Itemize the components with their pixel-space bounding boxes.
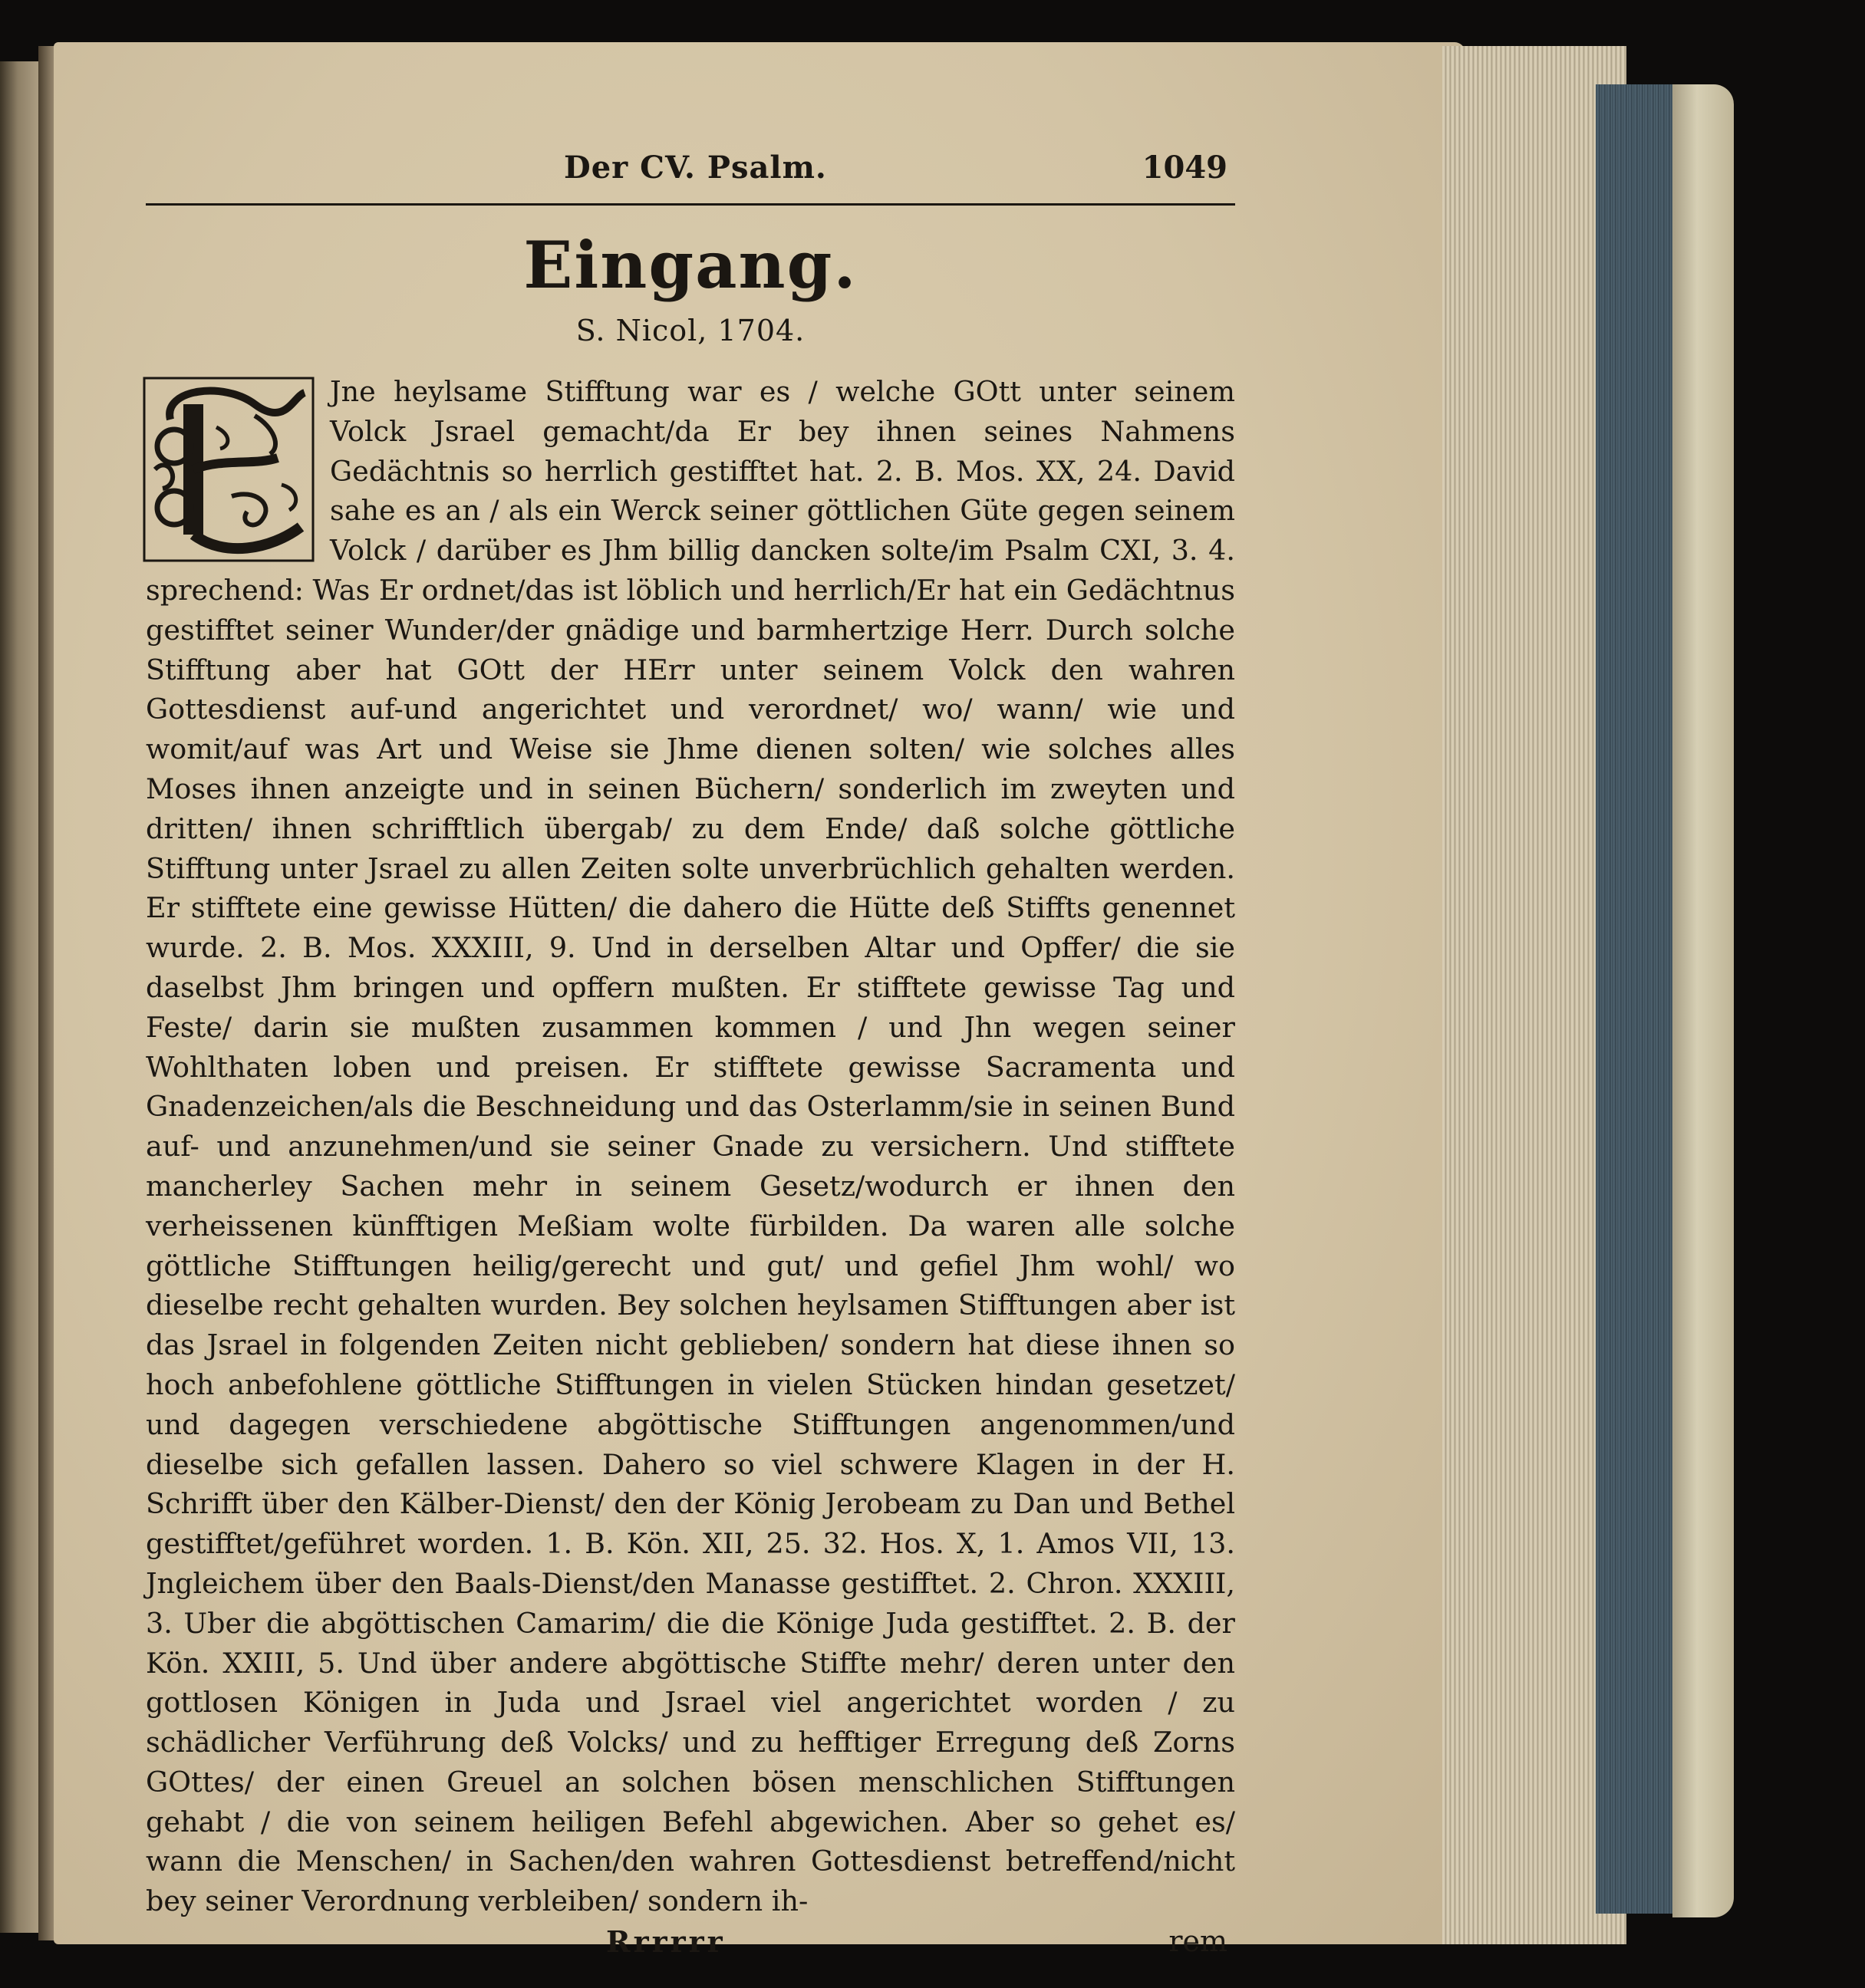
catchword: rem	[1168, 1924, 1227, 1959]
book-cover-edge	[1672, 84, 1734, 1917]
page-footer	[146, 1924, 1235, 1970]
section-title: Eingang.	[523, 227, 858, 303]
running-head-title: Der CV. Psalm.	[564, 150, 827, 186]
signature-mark: Rrrrrr	[606, 1924, 726, 1960]
decorated-initial-icon	[140, 374, 318, 565]
page-content	[146, 150, 1235, 1970]
page-number: 1049	[1142, 150, 1227, 186]
body-text	[146, 372, 1235, 1921]
running-head	[146, 150, 1235, 206]
decorated-initial-e	[140, 374, 318, 565]
body-paragraph: Jne heylsame Stifftung war es / welche GOtt unter seinem Volck Jsrael gemacht/da Er bey ihnen seines Nahmens Gedächtnis so herrlich gestifftet hat. 2. B. Mos. XX, 24. David sahe es an / als ein Werck seiner göttlichen Güte gegen seinem Volck / darüber es Jhm billig dancken solte/im Psalm CXI, 3. 4. sprechend: Was Er ordnet/das ist löblich und herrlich/Er hat ein Gedächtnus gestifftet seiner Wunder/der gnädige und barmhertzige Herr. Durch solche Stifftung aber hat GOtt der HErr unter seinem Volck den wahren Gottesdienst auf-und angerichtet und verordnet/ wo/ wann/ wie und womit/auf was Art und Weise sie Jhme dienen solten/ wie solches alles Moses ihnen anzeigte und in seinen Büchern/ sonderlich im zweyten und dritten/ ihnen schrifftlich übergab/ zu dem Ende/ daß solche göttliche Stifftung unter Jsrael zu allen Zeiten solte unverbrüchlich gehalten werden. Er stifftete eine gewisse Hütten/ die dahero die Hütte deß Stiffts genennet wurde. 2. B. Mos. XXXIII, 9. Und in derselben Altar und Opffer/ die sie daselbst Jhm bringen und opffern mußten. Er stifftete gewisse Tag und Feste/ darin sie mußten zusammen kommen / und Jhn wegen seiner Wohlthaten loben und preisen. Er stifftete gewisse Sacramenta und Gnadenzeichen/als die Beschneidung und das Osterlamm/sie in seinen Bund auf- und anzunehmen/und sie seiner Gnade zu versichern. Und stifftete mancherley Sachen mehr in seinem Gesetz/wodurch er ihnen den verheissenen künfftigen Meßiam wolte fürbilden. Da waren alle solche göttliche Stifftungen heilig/gerecht und gut/ und gefiel Jhm wohl/ wo dieselbe recht gehalten wurden. Bey solchen heylsamen Stifftungen aber ist das Jsrael in folgenden Zeiten nicht geblieben/ sondern hat diese ihnen so hoch anbefohlene göttliche Stifftungen in vielen Stücken hindan gesetzet/ und dagegen verschiedene abgöttische Stifftungen angenommen/und dieselbe sich gefallen lassen. Dahero so viel schwere Klagen in der H. Schrifft über den Kälber-Dienst/ den der König Jerobeam zu Dan und Bethel gestifftet/geführet worden. 1. B. Kön. XII, 25. 32. Hos. X, 1. Amos VII, 13. Jngleichem über den Baals-Dienst/den Manasse gestifftet. 2. Chron. XXXIII, 3. Uber die abgöttischen Camarim/ die die Könige Juda gestifftet. 2. B. der Kön. XXIII, 5. Und über andere abgöttische Stiffte mehr/ deren unter den gottlosen Königen in Juda und Jsrael viel angerichtet worden / zu schädlicher Verführung deß Volcks/ und zu hefftiger Erregung deß Zorns GOttes/ der einen Greuel an solchen bösen menschlichen Stifftungen gehabt / die von seinem heiligen Befehl abgewichen. Aber so gehet es/ wann die Menschen/ in Sachen/den wahren Gottesdienst betreffend/nicht bey seiner Verordnung verbleiben/ sondern ih-	[146, 375, 1235, 1918]
sermon-attribution: S. Nicol, 1704.	[575, 314, 806, 347]
